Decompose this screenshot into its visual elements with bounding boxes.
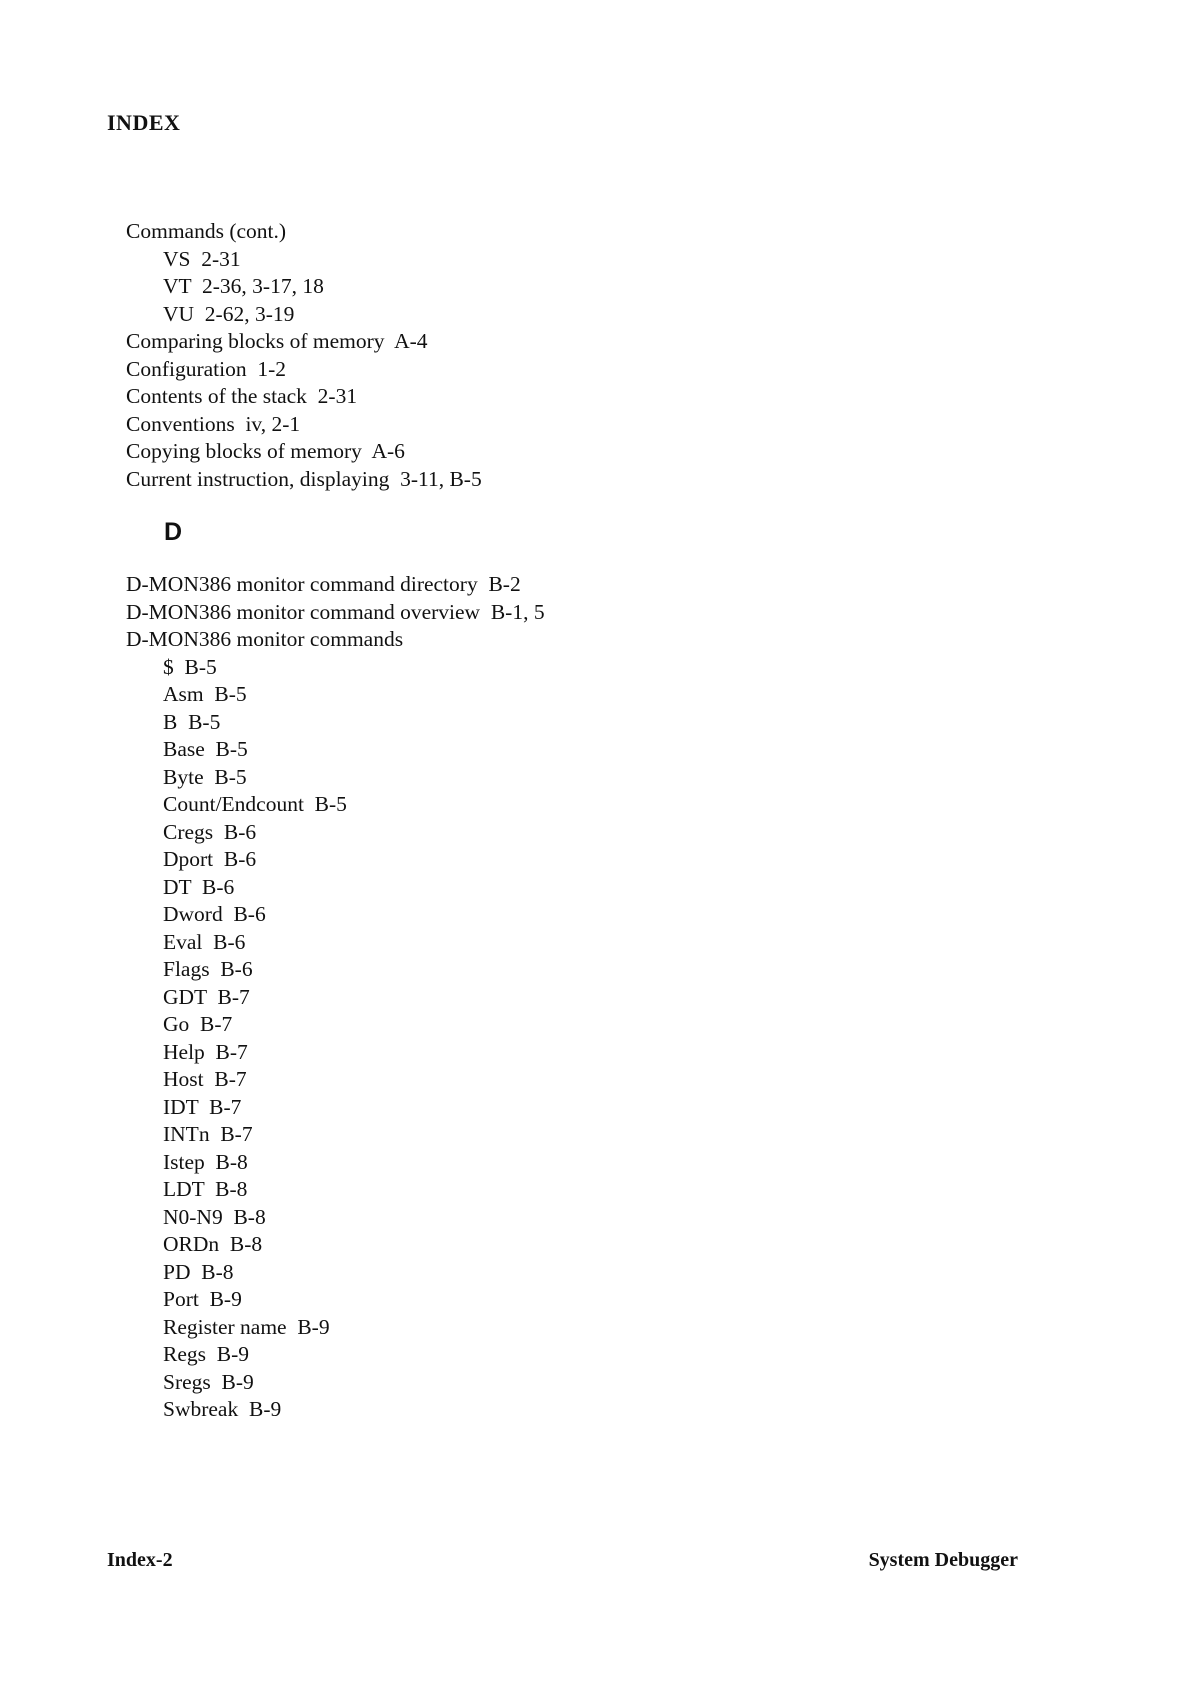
index-subentry: Host B-7 xyxy=(163,1067,247,1091)
index-subentry: Flags B-6 xyxy=(163,957,253,981)
index-subentry: VT 2-36, 3-17, 18 xyxy=(163,274,324,298)
index-subentry: DT B-6 xyxy=(163,874,235,899)
index-subentry: LDT B-8 xyxy=(163,1177,248,1201)
index-entry: Conventions iv, 2-1 xyxy=(126,411,301,436)
footer-book-title: System Debugger xyxy=(868,1549,1018,1571)
index-subentry: Go B-7 xyxy=(163,1012,233,1036)
index-entry: Configuration 1-2 xyxy=(126,356,287,381)
index-subentry: INTn B-7 xyxy=(163,1122,253,1146)
index-subentry: VU 2-62, 3-19 xyxy=(163,301,295,326)
index-subentry: Sregs B-9 xyxy=(163,1369,254,1394)
index-list xyxy=(126,218,1126,1424)
index-entry: D-MON386 monitor command overview B-1, 5 xyxy=(126,599,545,624)
index-subentry: Dword B-6 xyxy=(163,902,266,926)
index-entry: Comparing blocks of memory A-4 xyxy=(126,329,428,353)
index-subentry: Byte B-5 xyxy=(163,764,247,789)
index-subentry: Swbreak B-9 xyxy=(163,1397,282,1421)
letter-heading-d: D xyxy=(164,518,183,546)
index-subentry: N0-N9 B-8 xyxy=(163,1204,266,1229)
page-title: INDEX xyxy=(107,110,181,135)
index-subentry: VS 2-31 xyxy=(163,246,241,271)
index-subentry: Port B-9 xyxy=(163,1287,242,1311)
index-entry: Contents of the stack 2-31 xyxy=(126,384,358,408)
footer-page-number: Index-2 xyxy=(107,1549,173,1571)
index-subentry: IDT B-7 xyxy=(163,1094,242,1119)
index-subentry: Base B-5 xyxy=(163,737,248,761)
index-subentry: Dport B-6 xyxy=(163,847,257,871)
index-entry: Copying blocks of memory A-6 xyxy=(126,439,405,463)
index-subentry: GDT B-7 xyxy=(163,984,250,1009)
index-subentry: PD B-8 xyxy=(163,1259,234,1284)
index-subentry: Help B-7 xyxy=(163,1039,248,1064)
index-group-d xyxy=(126,571,1126,1424)
index-subentry: Asm B-5 xyxy=(163,682,247,706)
index-subentry: B B-5 xyxy=(163,709,221,734)
index-entry: Commands (cont.) xyxy=(126,219,287,243)
index-entry: D-MON386 monitor commands xyxy=(126,627,404,651)
index-subentry: Count/Endcount B-5 xyxy=(163,792,347,816)
index-entry: D-MON386 monitor command directory B-2 xyxy=(126,572,521,596)
index-entry: Current instruction, displaying 3-11, B-5 xyxy=(126,466,482,491)
index-subentry: Regs B-9 xyxy=(163,1342,249,1366)
index-subentry: $ B-5 xyxy=(163,654,217,679)
index-subentry: ORDn B-8 xyxy=(163,1232,263,1256)
index-subentry: Register name B-9 xyxy=(163,1314,330,1339)
index-group-c xyxy=(126,218,1126,493)
index-subentry: Eval B-6 xyxy=(163,929,246,954)
index-subentry: Cregs B-6 xyxy=(163,819,257,844)
index-subentry: Istep B-8 xyxy=(163,1149,248,1174)
